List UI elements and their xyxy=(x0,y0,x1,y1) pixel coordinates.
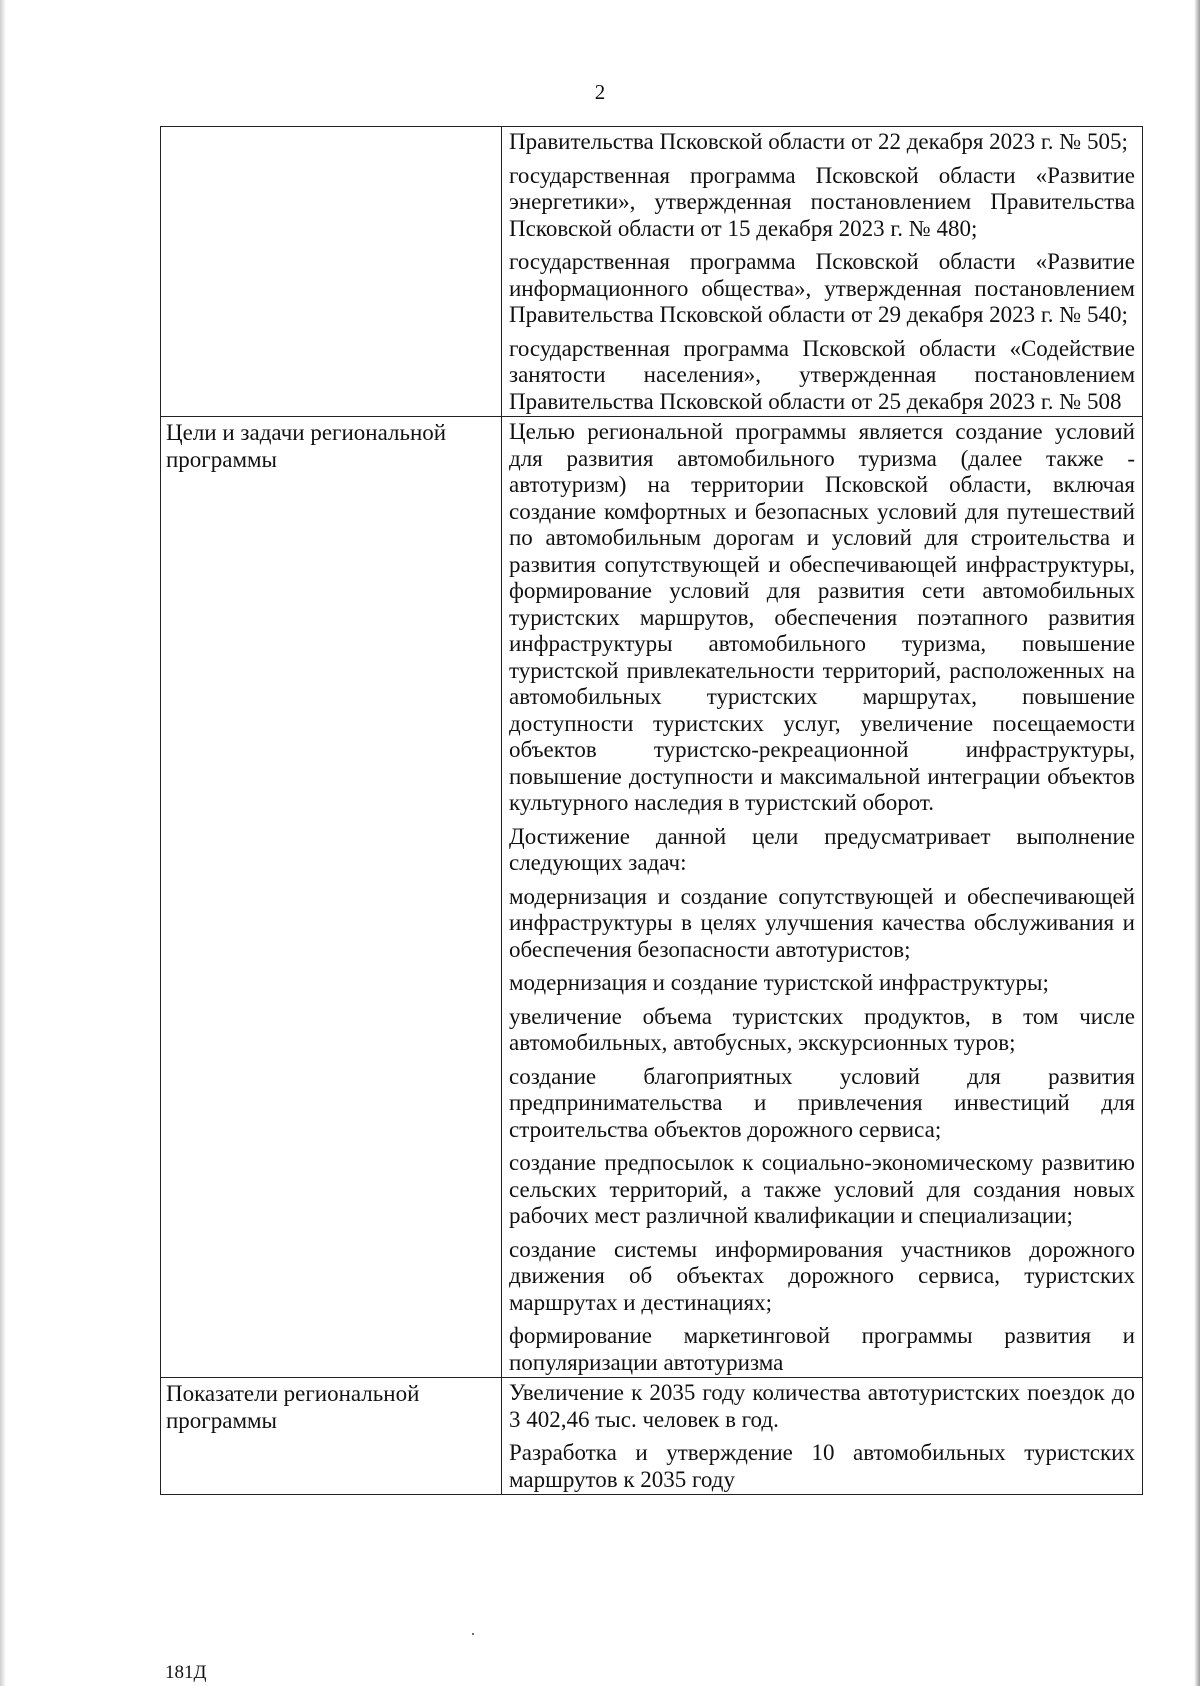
paragraph: модернизация и создание туристской инфраструктуры; xyxy=(509,970,1049,995)
row-content-cell xyxy=(502,417,1143,1378)
paragraph: государственная программа Псковской области «Развитие информационного общества», утвержденная постановлением Правительства Псковской области от 29 декабря 2023 г. № 540; xyxy=(509,249,1135,327)
paragraph: Увеличение к 2035 году количества автотуристских поездок до 3 402,46 тыс. человек в год. xyxy=(509,1380,1135,1432)
scan-edge-right xyxy=(1194,0,1200,1686)
program-passport-table xyxy=(160,126,1143,1495)
footer-document-code: 181Д xyxy=(165,1662,207,1683)
scan-edge-left xyxy=(0,0,6,1686)
paragraph: государственная программа Псковской области «Развитие энергетики», утвержденная постановлением Правительства Псковской области от 15 декабря 2023 г. № 480; xyxy=(509,162,1135,241)
row-label-cell: Цели и задачи региональной программы xyxy=(161,417,502,1378)
row-content-cell xyxy=(502,1378,1143,1495)
paragraph: Разработка и утверждение 10 автомобильных туристских маршрутов к 2035 году xyxy=(509,1440,1135,1492)
scan-speck xyxy=(472,1633,474,1635)
paragraph: увеличение объема туристских продуктов, в том числе автомобильных, автобусных, экскурсионных туров; xyxy=(509,1003,1135,1055)
table-row xyxy=(161,417,1143,1378)
paragraph: создание благоприятных условий для развития предпринимательства и привлечения инвестиций для строительства объектов дорожного сервиса; xyxy=(509,1063,1135,1142)
row-label-cell: Показатели региональной программы xyxy=(161,1378,502,1495)
paragraph: Достижение данной цели предусматривает выполнение следующих задач: xyxy=(509,823,1135,875)
page-number: 2 xyxy=(594,80,606,104)
paragraph: формирование маркетинговой программы развития и популяризации автотуризма xyxy=(509,1323,1135,1375)
paragraph: Целью региональной программы является создание условий для развития автомобильного туризма (далее также - автотуризм) на территории Псковской области, включая создание комфортных и безопасных условий для путешествий по автомобильным дорогам и условий для строительства и развития сопутствующей и обеспечивающей инфраструктуры, формирование условий для развития сети автомобильных туристских маршрутов, обеспечения поэтапного развития инфраструктуры автомобильного туризма, повышение туристской привлекательности территорий, расположенных на автомобильных туристских маршрутах, повышение доступности туристских услуг, увеличение посещаемости объектов туристско-рекреационной инфраструктуры, повышение доступности и максимальной интеграции объектов культурного наследия в туристский оборот. xyxy=(509,419,1135,815)
row-label-cell xyxy=(161,127,502,417)
table-row xyxy=(161,1378,1143,1495)
table-row xyxy=(161,127,1143,417)
paragraph: создание системы информирования участников дорожного движения об объектах дорожного сервиса, туристских маршрутах и дестинациях; xyxy=(509,1236,1135,1315)
row-content-cell xyxy=(502,127,1143,417)
paragraph: Правительства Псковской области от 22 декабря 2023 г. № 505; xyxy=(509,129,1128,154)
paragraph: государственная программа Псковской области «Содействие занятости населения», утвержденная постановлением Правительства Псковской области от 25 декабря 2023 г. № 508 xyxy=(509,335,1135,414)
paragraph: создание предпосылок к социально-экономическому развитию сельских территорий, а также условий для создания новых рабочих мест различной квалификации и специализации; xyxy=(509,1150,1135,1228)
paragraph: модернизация и создание сопутствующей и обеспечивающей инфраструктуры в целях улучшения качества обслуживания и обеспечения безопасности автотуристов; xyxy=(509,883,1135,962)
